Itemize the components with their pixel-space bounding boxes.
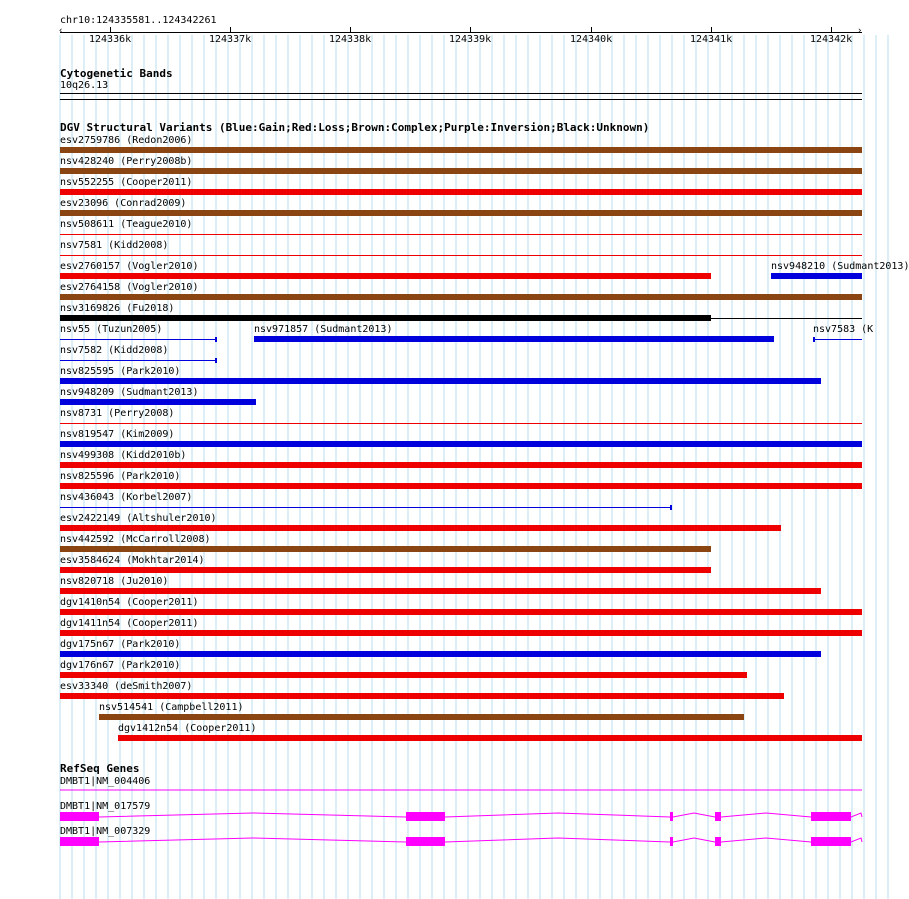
sv-bar [771,273,862,279]
sv-label: nsv508611 (Teague2010) [60,219,193,230]
sv-label: esv23096 (Conrad2009) [60,198,187,209]
sv-bar-end [670,505,672,510]
sv-bar-tail [711,318,862,319]
ruler-tick [470,27,471,33]
gene-model [0,782,890,802]
sv-label: nsv436043 (Korbel2007) [60,492,193,503]
sv-label: nsv7581 (Kidd2008) [60,240,169,251]
sv-bar [813,339,862,340]
sv-bar [60,672,747,678]
gene-label: DMBT1|NM_007329 [60,826,151,837]
sv-bar [60,588,821,594]
sv-label: dgv1410n54 (Cooper2011) [60,597,199,608]
sv-bar [60,168,862,174]
sv-label: dgv1412n54 (Cooper2011) [118,723,257,734]
gene-exon [60,812,99,821]
sv-label: nsv8731 (Perry2008) [60,408,175,419]
sv-bar [60,273,711,279]
gene-exon [60,837,99,846]
sv-label: nsv442592 (McCarroll2008) [60,534,211,545]
sv-bar-end [215,337,217,342]
sv-bar [99,714,744,720]
sv-label: nsv819547 (Kim2009) [60,429,175,440]
ruler-arrow-right: › [857,26,863,36]
sv-label: dgv175n67 (Park2010) [60,639,181,650]
sv-bar [60,630,862,636]
gene-model [0,832,890,852]
sv-bar [60,255,862,256]
sv-bar-start [813,337,815,342]
sv-label: nsv825595 (Park2010) [60,366,181,377]
sv-bar [60,462,862,468]
sv-bar [60,339,216,340]
ruler-tick [591,27,592,33]
gene-exon [811,837,851,846]
sv-label: esv2759786 (Redon2006) [60,135,193,146]
sv-label: nsv825596 (Park2010) [60,471,181,482]
sv-label: nsv499308 (Kidd2010b) [60,450,187,461]
sv-bar [60,234,862,235]
sv-label: dgv1411n54 (Cooper2011) [60,618,199,629]
gene-model [0,807,890,827]
cytoband-line-bottom [60,99,862,100]
sv-bar [60,609,862,615]
gene-exon [406,812,445,821]
sv-bar [60,546,711,552]
gene-label: DMBT1|NM_004406 [60,776,151,787]
sv-bar [60,693,784,699]
sv-bar [60,483,862,489]
ruler-tick-label: 124339k [449,34,492,45]
sv-bar [60,423,862,424]
sv-label: nsv55 (Tuzun2005) [60,324,163,335]
sv-label: esv2422149 (Altshuler2010) [60,513,217,524]
sv-bar [60,507,671,508]
region-label: chr10:124335581..124342261 [60,15,217,26]
sv-label: nsv3169826 (Fu2018) [60,303,175,314]
sv-label: nsv514541 (Campbell2011) [99,702,244,713]
sv-bar [60,189,862,195]
sv-label: esv3584624 (Mokhtar2014) [60,555,205,566]
ruler-tick-label: 124342k [810,34,853,45]
cytoband-label: 10q26.13 [60,80,109,91]
ruler-tick-label: 124340k [570,34,613,45]
ruler-tick [230,27,231,33]
ruler-tick-label: 124337k [209,34,252,45]
sv-bar [118,735,862,741]
gene-label: DMBT1|NM_017579 [60,801,151,812]
sv-label: nsv7582 (Kidd2008) [60,345,169,356]
gene-exon [406,837,445,846]
sv-bar [60,441,862,447]
gene-exon [715,837,721,846]
ruler-axis [60,32,862,33]
gene-exon [670,837,673,846]
sv-label: esv2760157 (Vogler2010) [60,261,199,272]
ruler-arrow-left: ‹ [58,26,64,36]
gene-exon [811,812,851,821]
cytoband-line-top [60,93,862,94]
gene-exon [715,812,721,821]
sv-label: nsv552255 (Cooper2011) [60,177,193,188]
ruler-tick [831,27,832,33]
sv-label: nsv948209 (Sudmant2013) [60,387,199,398]
gene-intron-line [60,838,862,842]
dgv-track-title: DGV Structural Variants (Blue:Gain;Red:Loss;Brown:Complex;Purple:Inversion;Black:Unknown) [60,121,650,134]
sv-label: nsv428240 (Perry2008b) [60,156,193,167]
sv-label: nsv948210 (Sudmant2013) [771,261,909,272]
cytoband-track-title: Cytogenetic Bands [60,67,173,80]
ruler-tick-label: 124341k [690,34,733,45]
sv-bar [254,336,774,342]
sv-bar [60,210,862,216]
sv-bar [60,360,216,361]
sv-label: nsv7583 (K [813,324,874,335]
ruler-tick-label: 124338k [329,34,372,45]
sv-bar [60,147,862,153]
sv-bar [60,294,862,300]
sv-label: esv33340 (deSmith2007) [60,681,193,692]
sv-bar [60,378,821,384]
refseq-track-title: RefSeq Genes [60,762,140,775]
gene-intron-line [60,813,862,817]
sv-bar [60,399,256,405]
sv-label: nsv971857 (Sudmant2013) [254,324,393,335]
sv-label: nsv820718 (Ju2010) [60,576,169,587]
ruler-tick [711,27,712,33]
ruler-tick [350,27,351,33]
sv-bar [60,651,821,657]
sv-bar [60,567,711,573]
sv-bar [60,525,781,531]
sv-label: dgv176n67 (Park2010) [60,660,181,671]
sv-label: esv2764158 (Vogler2010) [60,282,199,293]
sv-bar [60,315,711,321]
ruler-tick-label: 124336k [89,34,132,45]
ruler-tick [110,27,111,33]
gene-exon [670,812,673,821]
sv-bar-end [215,358,217,363]
